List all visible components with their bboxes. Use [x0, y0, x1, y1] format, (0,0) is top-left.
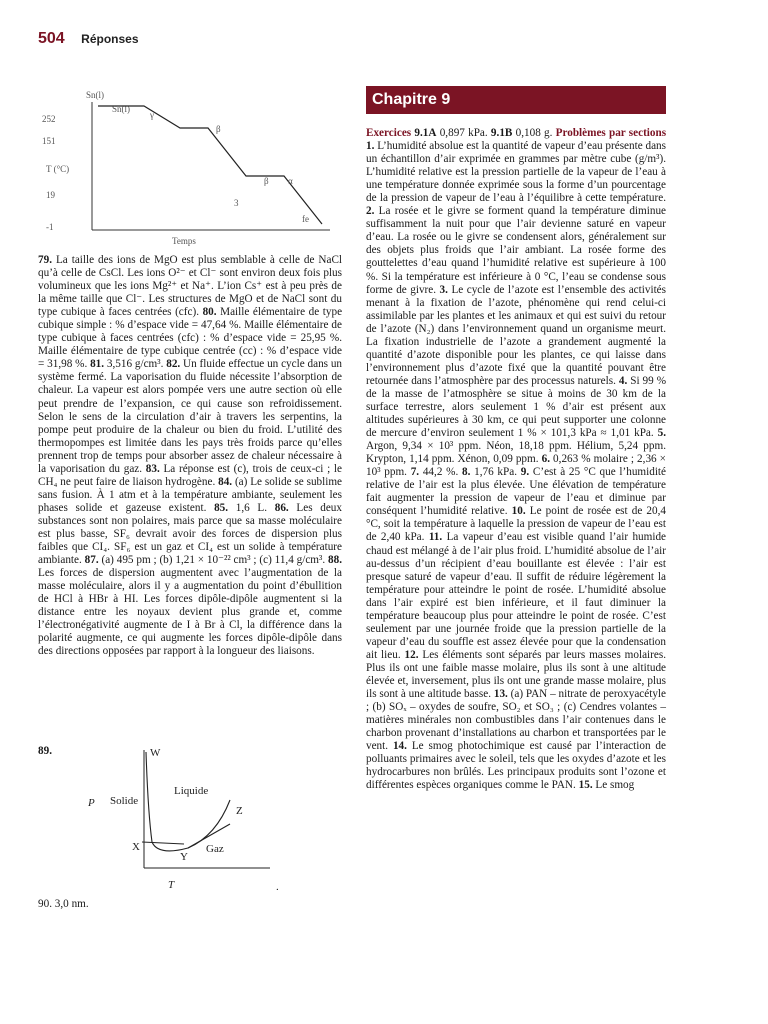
figure-mark: . — [276, 881, 279, 893]
x-axis-label: Temps — [172, 236, 196, 246]
answer-86: 86. Les deux substances sont non polaires, mais parce que sa masse moléculaire est plus basse, SF₆ devrait avoir des forces de dispersion plus faibles que CI₄. SF₆ est un gaz et CI₄ est un solide à température ambiante. — [38, 501, 342, 567]
left-column-answers — [38, 254, 342, 658]
t-axis-label: T — [168, 879, 175, 891]
ex-91a-label: 9.1A — [414, 127, 437, 139]
section-name: Réponses — [81, 32, 139, 46]
answer-r6: 6. 0,263 % molaire ; 2,36 × 10³ ppm. — [366, 453, 666, 479]
answer-r5: 5. Argon, 9,34 × 10³ ppm. Néon, 18,18 ppm. Hélium, 5,24 ppm. Krypton, 1,14 ppm. Xénon, 0,09 ppm. — [366, 427, 667, 466]
curve-label: Sn(l) — [112, 104, 130, 114]
p-axis-label: P — [88, 797, 95, 809]
exercises-label: Exercices — [366, 127, 412, 139]
region-liquide: Liquide — [174, 785, 209, 797]
ex-91a-value: 0,897 kPa. — [439, 127, 488, 139]
right-column-answers — [366, 127, 666, 792]
cooling-curve-line — [98, 106, 322, 224]
solid-liquid-curve — [146, 752, 230, 851]
answer-r2: 2. La rosée et le givre se forment quand la température diminue suffisamment la nuit pour que l’air devienne saturé en vapeur d’eau. La rosée ou le givre se condensent alors, généralement sur des objets plus froids que l’air ambiant. La rosée forme des gouttelettes d’eau quand l’humidité relative est supérieure à 100 %. Si la température est inférieure à 0 °C, l’eau se condense sous forme de givre. — [366, 205, 666, 296]
answer-r1: 1. L’humidité absolue est la quantité de vapeur d’eau présente dans un échantillon d’air exprimée en grammes par mètre cube (g/m³). L’humidité relative est la pression partielle de la vapeur de l’eau à une température donnée exprimée sous la forme d’un pourcentage de la pression de vapeur de l’eau à l’équilibre à cette température. — [366, 140, 666, 205]
phase-diagram-figure — [80, 742, 280, 894]
curve-label: 3 — [234, 198, 239, 208]
point-w: W — [150, 747, 161, 759]
answer-87: 87. (a) 495 pm ; (b) 1,21 × 10⁻²² cm³ ; (c) 11,4 g/cm³. — [84, 554, 326, 567]
curve-label: β — [216, 124, 221, 134]
point-z: Z — [236, 805, 243, 817]
page-header — [38, 30, 139, 48]
answer-81: 81. 3,516 g/cm³. — [90, 358, 164, 371]
answer-r7: 7. 44,2 %. — [410, 466, 459, 479]
sublimation-curve — [142, 842, 184, 844]
answer-84: 84. (a) Le solide se sublime sans fusion. À 1 atm et à la température ambiante, seulement les phases solide et gazeuse existent. — [38, 475, 343, 514]
region-gaz: Gaz — [206, 843, 224, 855]
curve-label: γ — [150, 110, 154, 120]
answer-r15: 15. Le smog — [578, 779, 635, 792]
curve-label: α — [288, 176, 293, 186]
chapter-title: Chapitre 9 — [366, 86, 666, 114]
curve-label: fe — [302, 214, 309, 224]
answer-82: 82. Un fluide effectue un cycle dans un système fermé. La vaporisation du fluide nécessite l’absorption de chaleur. La vapeur est alors pompée vers une autre section où elle peut prendre de l’expansion, ce qui cause son refroidissement. Selon le sens de la circulation d’air à travers les serpentins, la pompe peut produire de la chaleur ou bien du froid. L’utilité des thermopompes est limitée dans les pays très froids parce qu’elles prennent trop de temps pour absorber assez de chaleur nécessaire à la vaporisation du gaz. — [38, 358, 343, 475]
answer-r8: 8. 1,76 kPa. — [462, 466, 518, 479]
point-x: X — [132, 841, 140, 853]
answer-r11: 11. La vapeur d’eau est visible quand l’air humide chaud est mélangé à de l’air plus froid. L’humidité absolue de l’air au-dessus d’un récipient d’eau bouillante est élevée : l’air est presque saturé de vapeur d’eau. Il suffit de réduire légèrement la température pour atteindre le point de rosée. L’humidité absolue dans l’air expiré est bien inférieure, et il faut diminuer la température beaucoup plus pour atteindre le point de rosée. C’est seulement par une journée froide que la pression partielle de la vapeur d’eau du souffle est assez élevée pour que la condensation ait lieu. — [366, 531, 667, 661]
answer-r12: 12. Les éléments sont séparés par leurs masses molaires. Plus ils ont une faible masse molaire, plus ils sont à une altitude élevée et, inversement, plus ils ont une grande masse molaire, plus ils sont à une altitude basse. — [366, 648, 666, 701]
answer-80: 80. Maille élémentaire de type cubique simple : % d’espace vide = 47,64 %. Maille élémentaire de type cubique à faces centrées (cfc) : % d’espace vide = 25,95 %. Maille élémentaire de type cubique centrée (cc) : % d’espace vide = 31,98 %. — [38, 306, 343, 371]
y-tick-label: -1 — [46, 222, 54, 232]
curve-label: Sn(l) — [86, 90, 104, 100]
cooling-curve-figure — [40, 84, 340, 252]
answer-r9: 9. C’est à 25 °C que l’humidité relative de l’air est la plus élevée. Une élévation de température fait augmenter la pression de vapeur de l’eau et diminue par conséquent l’humidité relative. — [366, 466, 667, 518]
problems-label: Problèmes par sections — [555, 127, 667, 139]
region-solide: Solide — [110, 795, 139, 807]
answer-r14: 14. Le smog photochimique est causé par l’interaction de polluants primaires avec le soleil, tels que les oxydes d’azote et les hydrocarbures non brûlés. Les principaux produits sont l’ozone et différentes espèces organiques comme le PAN. — [366, 740, 666, 792]
answer-r4: 4. Si 99 % de la masse de l’atmosphère se situe à moins de 30 km de la surface terrestre, alors seulement 1 % d’air est présent aux altitudes supérieures à 30 km, ce qui peut supporter une colonne de mercure d’environ seulement 1 % × 101,3 kPa ≈ 1,01 kPa. — [366, 374, 667, 440]
answer-79: 79. La taille des ions de MgO est plus semblable à celle de NaCl qu’à celle de CsCl. Les ions O²⁻ et Cl⁻ sont environ deux fois plus volumineux que les ions Mg²⁺ et Na⁺. L’ion Cs⁺ est à peu près de la même taille que Cl⁻. Les structures de MgO et de NaCl sont du type cubique à faces centrées (cfc). — [38, 254, 343, 319]
y-tick-label: 19 — [46, 190, 55, 200]
y-tick-label: 252 — [42, 114, 56, 124]
answer-85: 85. 1,6 L. — [214, 501, 268, 514]
answer-90: 90. 3,0 nm. — [38, 898, 89, 910]
answer-r3: 3. Le cycle de l’azote est l’ensemble des activités menant à la fixation de l’azote, phénomène qui rend celui-ci assimilable par les plantes et les animaux et qui est suivi du retour de l’azote (N₂) dans l’environnement quand un organisme meurt. La fixation industrielle de l’azote a grandement augmenté la quantité d’azote disponible pour les plantes, ce qui laisse dans l’environnement plus d’azote fixé que la quantité pouvant être retournée dans l’atmosphère par des processus naturels. — [366, 283, 666, 387]
answer-r13: 13. (a) PAN – nitrate de peroxyacétyle ; (b) SOₓ – oxydes de soufre, SO₂ et SO₃ ; (c) Cendres volantes – matières minérales non combustibles dans l’air contenues dans le charbon provenant d’installations au charbon et transportées par le vent. — [366, 688, 667, 753]
answer-88: 88. Les forces de dispersion augmentent avec l’augmentation de la masse moléculaire, alors il y a augmentation du point d’ébullition de HCl à HBr à HI. Les forces dipôle-dipôle augmentent si la distance entre les noyaux devient plus grande et, comme l’électronégativité augmente de I à Br à Cl, la différence dans la polarité augmente, ce qui augmente les forces dipôle-dipôle dans des directions opposées par rapport à la longueur des liaisons. — [38, 554, 342, 658]
page-number: 504 — [38, 30, 65, 47]
answer-r10: 10. Le point de rosée est de 20,4 °C, soit la température à laquelle la pression de vapeur de l’eau est de 2,40 kPa. — [366, 505, 666, 544]
ex-91b-label: 9.1B — [490, 127, 513, 139]
answer-89-label: 89. — [38, 745, 52, 757]
ex-91b-value: 0,108 g. — [515, 127, 553, 139]
answer-83: 83. La réponse est (c), trois de ceux-ci ; le CH₄ ne peut faire de liaison hydrogène. — [38, 462, 342, 488]
point-y: Y — [180, 851, 188, 863]
y-axis-label: T (°C) — [46, 164, 70, 174]
curve-label: β — [264, 176, 269, 186]
y-tick-label: 151 — [42, 136, 56, 146]
